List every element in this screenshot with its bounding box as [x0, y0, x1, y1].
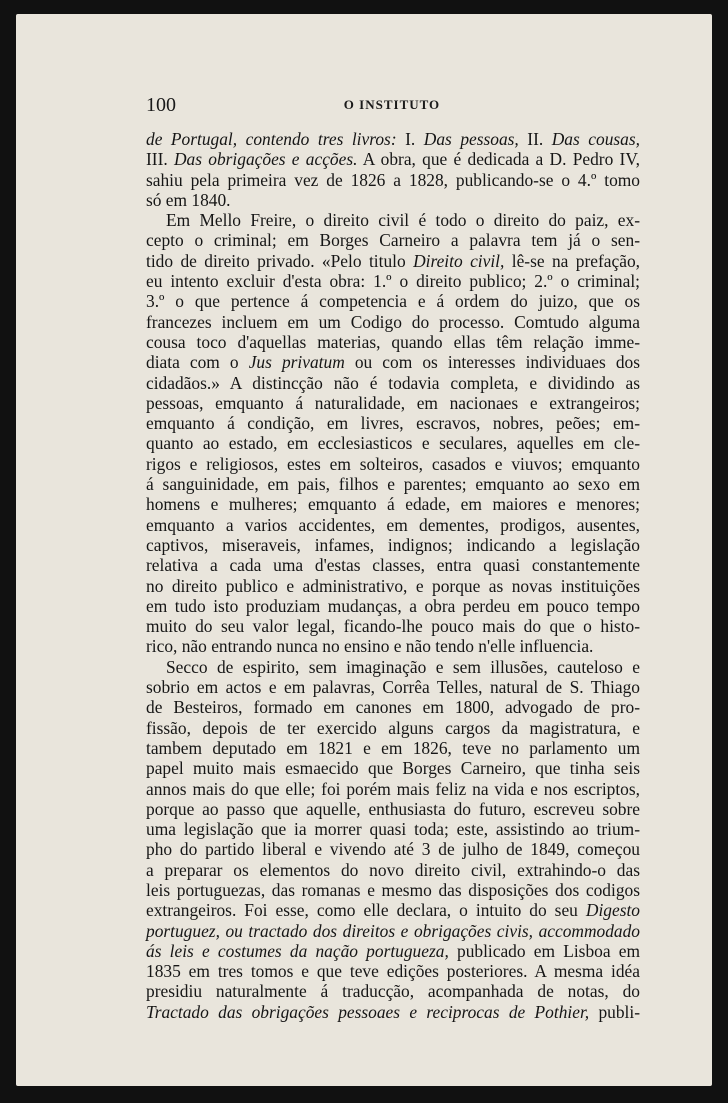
- text-run: I.: [396, 129, 424, 149]
- text-run: publicado em Lisboa em: [448, 940, 641, 961]
- text-line: [146, 332, 640, 352]
- italic-text: Direito civil,: [413, 250, 505, 271]
- text-run: publi-: [589, 1001, 641, 1022]
- text-run: muito do seu valor legal, ficando-lhe pouco mais do que o histo-: [146, 616, 640, 637]
- text-line: [146, 555, 640, 575]
- text-line: [146, 657, 640, 677]
- text-run: relativa a cada uma d'estas classes, entra quasi constantemente: [146, 555, 640, 576]
- text-line: [146, 839, 640, 859]
- text-run: sobrio em actos e em palavras, Corrêa Telles, natural de S. Thiago: [146, 677, 640, 698]
- text-line: [146, 779, 640, 799]
- text-line: [146, 819, 640, 839]
- text-line: [146, 941, 640, 961]
- italic-text: Jus privatum: [248, 352, 345, 373]
- text-run: A obra, que é dedicada a D. Pedro IV,: [357, 149, 640, 170]
- text-line: [146, 373, 640, 393]
- text-line: [146, 616, 640, 636]
- text-run: rico, não entrando nunca no ensino e não tendo n'elle influencia.: [146, 636, 594, 657]
- text-run: francezes incluem em um Codigo do processo. Comtudo alguma: [146, 311, 640, 332]
- text-run: uma legislação que ia morrer quasi toda; este, assistindo ao trium-: [146, 819, 640, 840]
- text-run: tambem deputado em 1821 e em 1826, teve no parlamento um: [146, 737, 640, 758]
- text-run: lê-se na prefação,: [504, 250, 641, 271]
- text-run: pessoas, emquanto á naturalidade, em nacionaes e extrangeiros;: [146, 392, 640, 413]
- body-text: [146, 129, 640, 1022]
- text-run: Em Mello Freire, o direito civil é todo o direito do paiz, ex-: [166, 210, 640, 231]
- text-line: [146, 190, 640, 210]
- text-line: [146, 880, 640, 900]
- text-line: [146, 129, 640, 149]
- text-run: eu intento excluir d'esta obra: 1.º o direito publico; 2.º o criminal;: [146, 271, 640, 292]
- italic-text: Das cousas,: [551, 129, 640, 149]
- text-line: [146, 535, 640, 555]
- text-run: sahiu pela primeira vez de 1826 a 1828, publicando-se o 4.º tomo: [146, 169, 640, 190]
- text-run: homens e mulheres; emquanto á edade, em maiores e menores;: [146, 494, 640, 515]
- text-run: papel muito mais esmaecido que Borges Carneiro, que tinha seis: [146, 758, 640, 779]
- text-line: [146, 312, 640, 332]
- text-line: [146, 251, 640, 271]
- text-run: pho do partido liberal e vivendo até 3 de julho de 1849, começou: [146, 839, 640, 860]
- text-line: [146, 799, 640, 819]
- text-line: [146, 170, 640, 190]
- text-run: emquanto a varios accidentes, em dementes, prodigos, ausentes,: [146, 514, 640, 535]
- text-run: rigos e religiosos, estes em solteiros, casados e viuvos; emquanto: [146, 453, 640, 474]
- italic-text: Das obrigações e acções.: [173, 149, 358, 170]
- text-line: [146, 860, 640, 880]
- text-run: fissão, depois de ter exercido alguns cargos da magistratura, e: [146, 717, 640, 738]
- book-page: [16, 14, 712, 1086]
- text-run: 3.º o que pertence á competencia e á ordem do juizo, que os: [146, 291, 640, 312]
- text-line: [146, 515, 640, 535]
- text-run: a preparar os elementos do novo direito civil, extrahindo-o das: [146, 859, 640, 880]
- italic-text: ás leis e costumes da nação portugueza,: [146, 940, 449, 961]
- text-run: annos mais do que elle; foi porém mais feliz na vida e nos escriptos,: [146, 778, 640, 799]
- italic-text: Das pessoas,: [423, 129, 519, 149]
- text-run: leis portuguezas, das romanas e mesmo das disposições dos codigos: [146, 879, 640, 900]
- text-run: extrangeiros. Foi esse, como elle declara, o intuito do seu: [146, 900, 586, 921]
- text-run: presidiu naturalmente á traducção, acompanhada de notas, do: [146, 981, 640, 1002]
- text-run: III.: [146, 149, 174, 170]
- text-run: diata com o: [146, 352, 249, 373]
- text-run: de Besteiros, formado em canones em 1800, advogado de pro-: [146, 697, 640, 718]
- text-run: cidadãos.» A distincção não é todavia completa, e dividindo as: [146, 372, 640, 393]
- text-line: [146, 433, 640, 453]
- text-run: no direito publico e administrativo, e porque as novas instituições: [146, 575, 640, 596]
- running-title: O INSTITUTO: [343, 97, 441, 112]
- text-line: [146, 271, 640, 291]
- text-run: ou com os interesses individuaes dos: [344, 352, 640, 373]
- text-line: [146, 636, 640, 656]
- text-run: cepto o criminal; em Borges Carneiro a palavra tem já o sen-: [146, 230, 640, 251]
- text-line: [146, 352, 640, 372]
- italic-text: de Portugal, contendo tres livros:: [146, 129, 397, 149]
- text-run: só em 1840.: [146, 189, 231, 210]
- text-line: [146, 413, 640, 433]
- text-run: II.: [518, 129, 552, 149]
- italic-text: portuguez, ou tractado dos direitos e obrigações civis, accommodado: [146, 920, 640, 941]
- text-line: [146, 596, 640, 616]
- text-line: [146, 981, 640, 1001]
- text-run: em tudo isto produziam mudanças, a obra perdeu em pouco tempo: [146, 595, 640, 616]
- text-line: [146, 230, 640, 250]
- page-header: [146, 94, 638, 120]
- italic-text: Tractado das obrigações pessoaes e reciprocas de Pothier,: [146, 1001, 590, 1022]
- text-line: [146, 738, 640, 758]
- text-run: porque ao passo que aquelle, enthusiasta do futuro, escreveu sobre: [146, 798, 640, 819]
- text-line: [146, 1002, 640, 1022]
- text-line: [146, 718, 640, 738]
- text-line: [146, 576, 640, 596]
- text-line: [146, 454, 640, 474]
- text-run: tido de direito privado. «Pelo titulo: [146, 250, 414, 271]
- text-line: [146, 921, 640, 941]
- text-line: [146, 149, 640, 169]
- text-run: Secco de espirito, sem imaginação e sem illusões, cauteloso e: [166, 656, 640, 677]
- text-run: quanto ao estado, em ecclesiasticos e seculares, aquelles em cle-: [146, 433, 640, 454]
- text-line: [146, 697, 640, 717]
- text-line: [146, 677, 640, 697]
- text-run: emquanto á condição, em livres, escravos, nobres, peões; em-: [146, 413, 640, 434]
- text-run: cousa toco d'aquellas materias, quando ellas têm relação imme-: [146, 331, 640, 352]
- text-line: [146, 494, 640, 514]
- text-run: á sanguinidade, em pais, filhos e parentes; emquanto ao sexo em: [146, 474, 640, 495]
- text-run: captivos, miseraveis, infames, indignos; indicando a legislação: [146, 534, 640, 555]
- text-line: [146, 900, 640, 920]
- text-line: [146, 291, 640, 311]
- italic-text: Digesto: [585, 900, 640, 921]
- text-line: [146, 758, 640, 778]
- text-line: [146, 961, 640, 981]
- page-number: 100: [146, 94, 176, 116]
- text-line: [146, 474, 640, 494]
- text-line: [146, 393, 640, 413]
- text-line: [146, 210, 640, 230]
- text-run: 1835 em tres tomos e que teve edições posteriores. A mesma idéa: [146, 961, 640, 982]
